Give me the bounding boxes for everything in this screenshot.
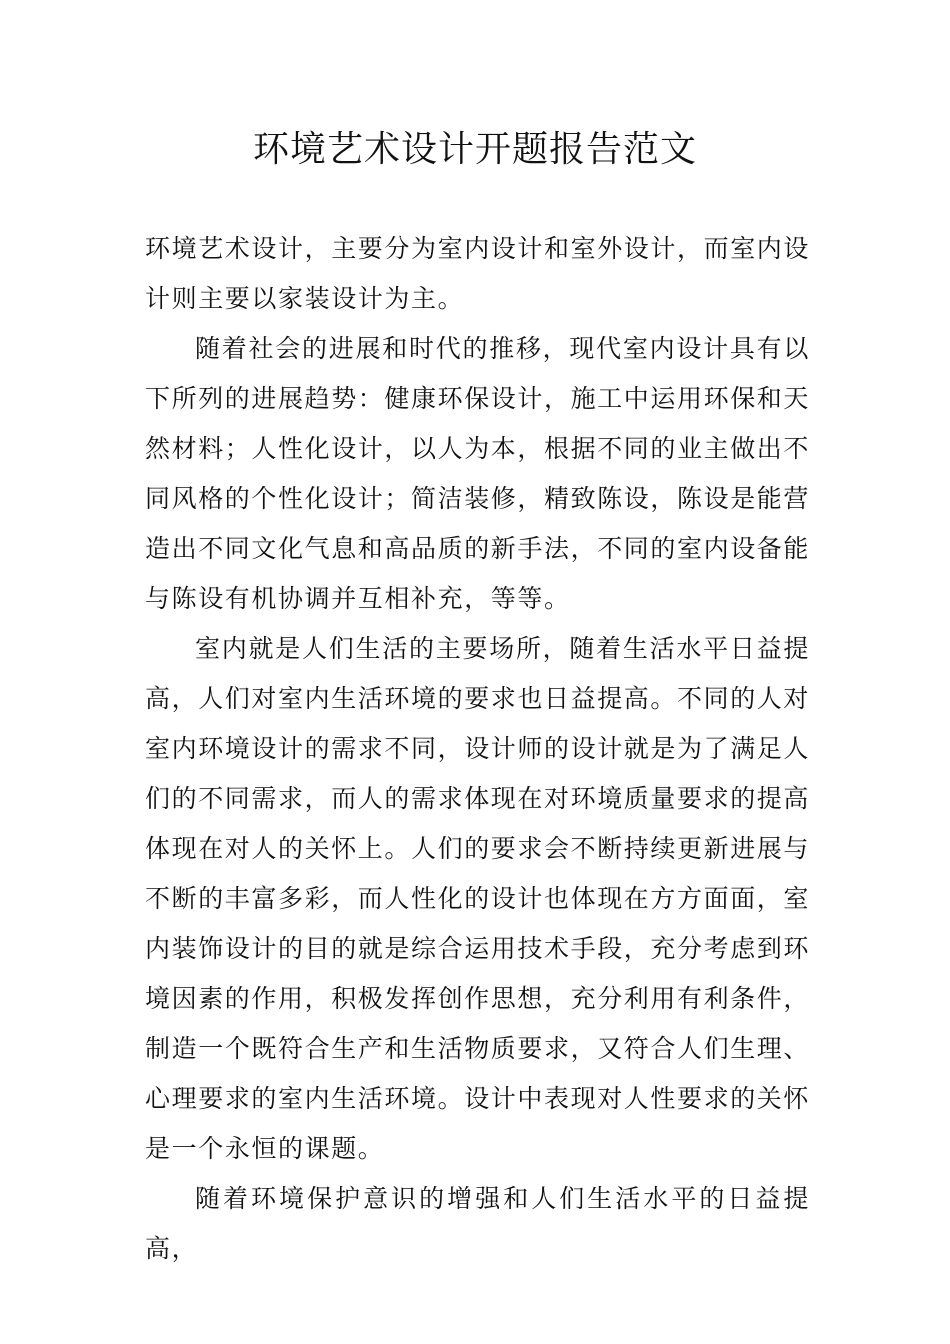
document-body <box>145 224 810 1274</box>
paragraph-1: 环境艺术设计，主要分为室内设计和室外设计，而室内设计则主要以家装设计为主。 <box>145 234 811 313</box>
paragraph-4: 随着环境保护意识的增强和人们生活水平的日益提高， <box>145 1184 810 1263</box>
document-title: 环境艺术设计开题报告范文 <box>252 129 697 170</box>
paragraph-3: 室内就是人们生活的主要场所，随着生活水平日益提高，人们对室内生活环境的要求也日益提高。不同的人对室内环境设计的需求不同，设计师的设计就是为了满足人们的不同需求，而人的需求体现在对环境质量要求的提高体现在对人的关怀上。人们的要求会不断持续更新进展与不断的丰富多彩，而人性化的设计也体现在方方面面，室内装饰设计的目的就是综合运用技术手段，充分考虑到环境因素的作用，积极发挥创作思想，充分利用有利条件，制造一个既符合生产和生活物质要求，又符合人们生理、心理要求的室内生活环境。设计中表现对人性要求的关怀是一个永恒的课题。 <box>145 634 811 1163</box>
paragraph-2: 随着社会的进展和时代的推移，现代室内设计具有以下所列的进展趋势：健康环保设计，施工中运用环保和天然材料；人性化设计，以人为本，根据不同的业主做出不同风格的个性化设计；简洁装修，精致陈设，陈设是能营造出不同文化气息和高品质的新手法，不同的室内设备能与陈设有机协调并互相补充，等等。 <box>145 334 811 613</box>
